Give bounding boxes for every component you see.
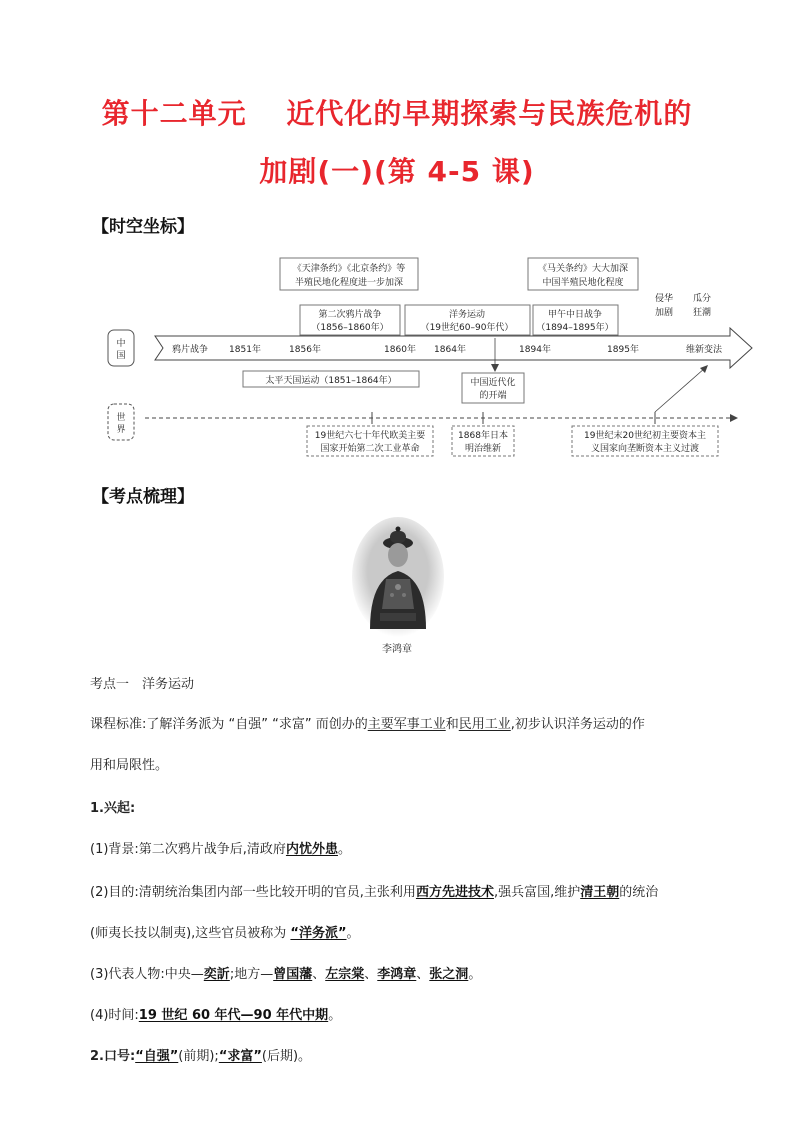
section-points-heading: 【考点梳理】 — [92, 487, 194, 507]
top-box-shimonoseki-l2: 中国半殖民地化程度 — [542, 278, 624, 288]
world-meiji-l2: 明治维新 — [464, 444, 502, 454]
background-item: (1)背景:第二次鸦片战争后,清政府内忧外患。 — [90, 842, 351, 857]
portrait-caption: 李鸿章 — [382, 644, 412, 655]
world-label-1: 世 — [116, 413, 126, 423]
event-westernization-l1: 洋务运动 — [448, 310, 486, 320]
top-box-treaties-l2: 半殖民地化程度进一步加深 — [294, 278, 404, 288]
section-timeline-heading: 【时空坐标】 — [92, 217, 194, 237]
modern-start-l2: 的开端 — [479, 391, 507, 401]
side-text-invasion-1: 侵华 — [654, 294, 674, 304]
world-meiji-l1: 1868年日本 — [458, 431, 508, 441]
world-label-2: 界 — [116, 425, 126, 435]
axis-label-2: 1856年 — [289, 345, 321, 355]
side-text-partition-2: 狂潮 — [692, 308, 712, 318]
axis-label-6: 1895年 — [607, 345, 639, 355]
timeline-diagram — [0, 240, 794, 470]
slogan-item: 2.口号:“自强”(前期);“求富”(后期)。 — [90, 1049, 312, 1064]
event-2nd-opium-l2: （1856–1860年） — [311, 323, 389, 333]
china-label-1: 中 — [116, 339, 126, 349]
aim-item-line2: (师夷长技以制夷),这些官员被称为 “洋务派”。 — [90, 926, 360, 941]
curriculum-standard-line1: 课程标准:了解洋务派为 “自强” “求富” 而创办的主要军事工业和民用工业,初步认识洋务运动的作 — [90, 717, 645, 732]
axis-label-7: 维新变法 — [685, 345, 723, 355]
aim-item-line1: (2)目的:清朝统治集团内部一些比较开明的官员,主张利用西方先进技术,强兵富国,维护清王朝的统治 — [90, 885, 659, 900]
top-box-treaties-l1: 《天津条约》《北京条约》等 — [292, 264, 406, 274]
world-industrial-l2: 国家开始第二次工业革命 — [320, 444, 420, 454]
china-label-2: 国 — [116, 351, 126, 361]
curriculum-standard-line2: 用和局限性。 — [90, 758, 169, 773]
world-monopoly-l2: 义国家向垄断资本主义过渡 — [590, 444, 700, 454]
taiping-text: 太平天国运动（1851–1864年） — [265, 376, 397, 386]
li-hongzhang-portrait-image — [352, 517, 444, 637]
event-2nd-opium-l1: 第二次鸦片战争 — [318, 310, 382, 320]
side-text-invasion-2: 加剧 — [654, 308, 674, 318]
arrow-to-reform — [655, 368, 705, 412]
representatives-item: (3)代表人物:中央—奕訢;地方—曾国藩、左宗棠、李鸿章、张之洞。 — [90, 967, 482, 982]
page-title-line2: 加剧(一)(第 4-5 课) — [259, 155, 535, 188]
rise-heading: 1.兴起: — [90, 801, 136, 816]
side-text-partition-1: 瓜分 — [692, 294, 712, 304]
axis-label-3: 1860年 — [384, 345, 416, 355]
axis-label-0: 鸦片战争 — [171, 345, 209, 355]
top-box-shimonoseki-l1: 《马关条约》大大加深 — [537, 264, 629, 274]
axis-label-4: 1864年 — [434, 345, 466, 355]
page-title-line1: 第十二单元 近代化的早期探索与民族危机的 — [101, 97, 693, 130]
modern-start-l1: 中国近代化 — [470, 378, 516, 388]
world-monopoly-l1: 19世纪末20世纪初主要资本主 — [584, 431, 706, 441]
time-item: (4)时间:19 世纪 60 年代—90 年代中期。 — [90, 1008, 342, 1023]
point1-title: 考点一 洋务运动 — [90, 677, 195, 692]
axis-label-1: 1851年 — [229, 345, 261, 355]
event-sino-japanese-l2: （1894–1895年） — [536, 323, 614, 333]
event-sino-japanese-l1: 甲午中日战争 — [547, 310, 603, 320]
world-industrial-l1: 19世纪六七十年代欧美主要 — [314, 431, 426, 441]
event-westernization-l2: （19世纪60–90年代） — [420, 323, 514, 333]
axis-label-5: 1894年 — [519, 345, 551, 355]
